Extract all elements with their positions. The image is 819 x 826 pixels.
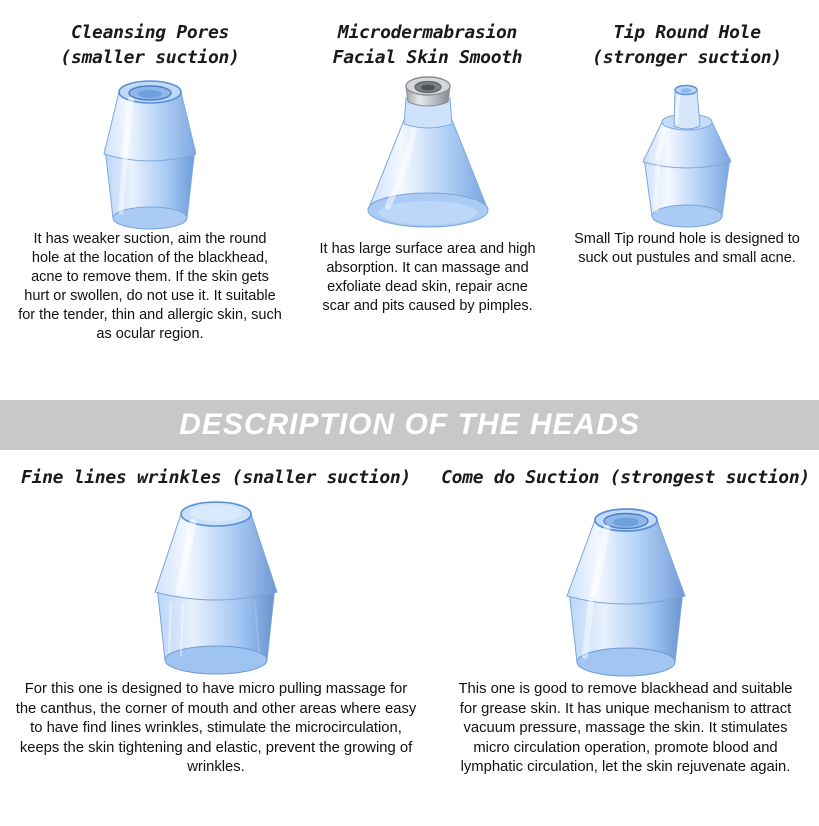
head-card-tip-round-hole (555, 0, 819, 400)
head-description: Small Tip round hole is designed to suck out pustules and small acne. (574, 231, 800, 266)
head-title-line2: (strongest suction) (609, 467, 810, 488)
head-title (555, 0, 819, 70)
cleansing-pores-nozzle-icon (0, 70, 300, 230)
head-card-cleansing-pores (0, 0, 300, 400)
head-card-microdermabrasion (300, 0, 555, 400)
head-title (0, 452, 432, 490)
fine-lines-wrinkles-nozzle-icon (0, 490, 432, 680)
head-title-line1: Cleansing Pores (70, 22, 230, 43)
head-title (0, 0, 300, 70)
head-title-line2: (smaller suction) (60, 47, 240, 68)
head-description: It has weaker suction, aim the round hole at the location of the blackhead, acne to remove them. If the skin gets hurt or swollen, do not use it. It suitable for the tender, thin and allergic skin, such as ocular region. (18, 231, 282, 342)
head-title-line2: (snaller suction) (231, 467, 411, 488)
head-title-line1: Fine lines wrinkles (21, 467, 222, 488)
head-title-line1: Microdermabrasion (337, 22, 518, 43)
head-card-fine-lines-wrinkles (0, 452, 432, 826)
section-banner (0, 400, 819, 450)
head-title-line2: Facial Skin Smooth (332, 47, 523, 68)
bottom-heads-section (0, 452, 819, 826)
banner-title: DESCRIPTION OF THE HEADS (179, 408, 640, 441)
top-heads-section (0, 0, 819, 400)
tip-round-hole-nozzle-icon (555, 70, 819, 230)
head-title-line2: (stronger suction) (592, 47, 782, 68)
head-title-line1: Come do Suction (441, 467, 600, 488)
head-card-come-do-suction (432, 452, 819, 826)
head-description: It has large surface area and high absorption. It can massage and exfoliate dead skin, repair acne scar and pits caused by pimples. (319, 241, 536, 314)
microdermabrasion-nozzle-icon (300, 70, 555, 240)
head-title (432, 452, 819, 490)
head-title-line1: Tip Round Hole (613, 22, 761, 43)
head-title (300, 0, 555, 70)
come-do-suction-nozzle-icon (432, 490, 819, 680)
head-description: This one is good to remove blackhead and suitable for grease skin. It has unique mechanism to attract vacuum pressure, massage the skin. It stimulates micro circulation operation, promote blood and lymphatic circulation, let the skin rejuvenate again. (458, 681, 793, 775)
head-description: For this one is designed to have micro pulling massage for the canthus, the corner of mouth and other areas where easy to have find lines wrinkles, stimulate the microcirculation, keeps the skin tightening and elastic, prevent the growing of wrinkles. (15, 681, 417, 775)
